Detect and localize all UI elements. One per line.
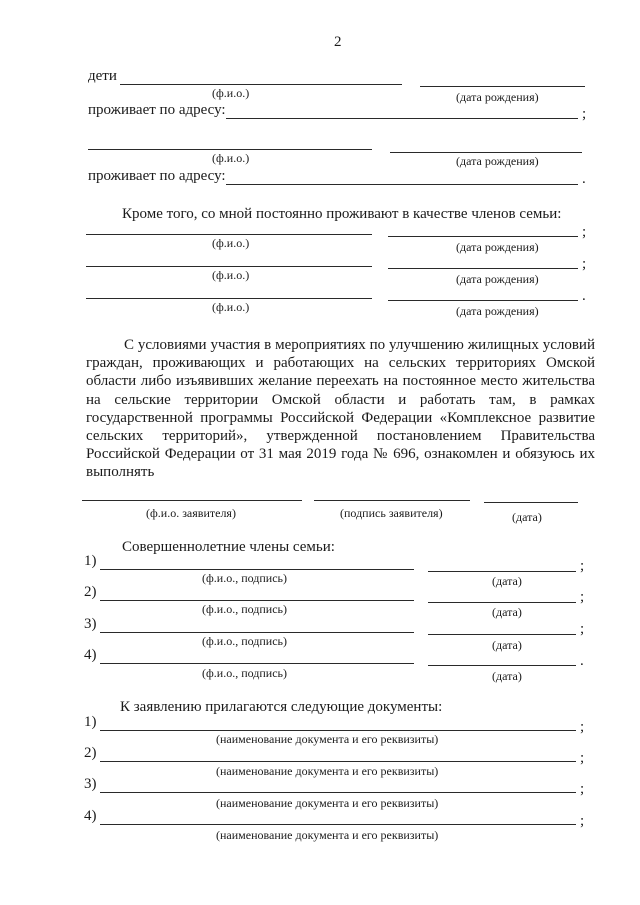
doc-end-3: ; <box>580 781 585 797</box>
doc-num-1: 1) <box>84 714 97 730</box>
family-birth-caption-3: (дата рождения) <box>456 304 539 318</box>
child2-birth-line[interactable] <box>390 152 582 153</box>
child-address-line[interactable] <box>226 118 578 119</box>
family-birth-caption-2: (дата рождения) <box>456 272 539 286</box>
applicant-signature-caption: (подпись заявителя) <box>340 506 443 520</box>
applicant-fio-line[interactable] <box>82 500 302 501</box>
adult-num-2: 2) <box>84 584 97 600</box>
conditions-text: С условиями участия в мероприятиях по улучшению жилищных условий граждан, проживающих и работающих на сельских территориях Омской области либо изъявивших желание переехать на постоянное место жительства на сельские территории Омской области и работать там, в рамках государственной программы Российской Федерации «Комплексное развитие сельских территорий», утвержденной постановлением Правительства Российской Федерации от 31 мая 2019 года № 696, ознакомлен и обязуюсь их выполнять <box>86 337 595 481</box>
address-label-2: проживает по адресу: <box>88 168 226 184</box>
applicant-signature-line[interactable] <box>314 500 470 501</box>
family-end-2: ; <box>582 256 587 272</box>
doc-num-2: 2) <box>84 745 97 761</box>
doc-caption-2: (наименование документа и его реквизиты) <box>216 764 439 778</box>
doc-caption-4: (наименование документа и его реквизиты) <box>216 828 439 842</box>
doc-line-3[interactable] <box>100 792 576 793</box>
doc-end-4: ; <box>580 813 585 829</box>
adult-num-1: 1) <box>84 553 97 569</box>
family-intro: Кроме того, со мной постоянно проживают в качестве членов семьи: <box>122 206 562 222</box>
family-fio-caption-2: (ф.и.о.) <box>212 268 250 282</box>
family-fio-line-1[interactable] <box>86 234 372 235</box>
adult-date-line-2[interactable] <box>428 602 576 603</box>
doc-line-2[interactable] <box>100 761 576 762</box>
page-number: 2 <box>334 34 342 50</box>
adult-fio-line-2[interactable] <box>100 600 414 601</box>
family-fio-caption-3: (ф.и.о.) <box>212 300 250 314</box>
family-end-1: ; <box>582 224 587 240</box>
adult-end-3: ; <box>580 621 585 637</box>
family-birth-line-3[interactable] <box>388 300 578 301</box>
family-fio-line-2[interactable] <box>86 266 372 267</box>
adult-caption-4: (ф.и.о., подпись) <box>202 666 288 680</box>
doc-num-3: 3) <box>84 776 97 792</box>
doc-end-2: ; <box>580 750 585 766</box>
adult-caption-3: (ф.и.о., подпись) <box>202 634 288 648</box>
adult-num-3: 3) <box>84 616 97 632</box>
doc-num-4: 4) <box>84 808 97 824</box>
family-fio-line-3[interactable] <box>86 298 372 299</box>
adult-caption-2: (ф.и.о., подпись) <box>202 602 288 616</box>
adult-fio-line-4[interactable] <box>100 663 414 664</box>
doc-line-4[interactable] <box>100 824 576 825</box>
child2-fio-line[interactable] <box>88 149 372 150</box>
address2-end: . <box>582 171 586 187</box>
adult-caption-1: (ф.и.о., подпись) <box>202 571 288 585</box>
doc-line-1[interactable] <box>100 730 576 731</box>
adult-date-caption-4: (дата) <box>492 669 522 683</box>
adult-date-line-4[interactable] <box>428 665 576 666</box>
address-end: ; <box>582 106 587 122</box>
adult-date-line-3[interactable] <box>428 634 576 635</box>
child-birth-line[interactable] <box>420 86 585 87</box>
documents-title: К заявлению прилагаются следующие документы: <box>120 699 443 715</box>
adult-end-1: ; <box>580 558 585 574</box>
applicant-date-caption: (дата) <box>512 510 542 524</box>
conditions-paragraph <box>86 336 595 482</box>
doc-end-1: ; <box>580 719 585 735</box>
doc-caption-3: (наименование документа и его реквизиты) <box>216 796 439 810</box>
applicant-fio-caption: (ф.и.о. заявителя) <box>146 506 236 520</box>
family-birth-caption-1: (дата рождения) <box>456 240 539 254</box>
child-fio-caption: (ф.и.о.) <box>212 86 250 100</box>
adult-date-caption-2: (дата) <box>492 605 522 619</box>
doc-caption-1: (наименование документа и его реквизиты) <box>216 732 439 746</box>
family-end-3: . <box>582 288 586 304</box>
family-birth-line-2[interactable] <box>388 268 578 269</box>
children-label: дети <box>88 68 117 84</box>
family-fio-caption-1: (ф.и.о.) <box>212 236 250 250</box>
adult-members-title: Совершеннолетние члены семьи: <box>122 539 335 555</box>
child-birth-caption: (дата рождения) <box>456 90 539 104</box>
child2-birth-caption: (дата рождения) <box>456 154 539 168</box>
address-label: проживает по адресу: <box>88 102 226 118</box>
adult-date-caption-3: (дата) <box>492 638 522 652</box>
adult-fio-line-3[interactable] <box>100 632 414 633</box>
adult-end-2: ; <box>580 589 585 605</box>
adult-date-line-1[interactable] <box>428 571 576 572</box>
child-fio-line[interactable] <box>120 84 402 85</box>
family-birth-line-1[interactable] <box>388 236 578 237</box>
adult-fio-line-1[interactable] <box>100 569 414 570</box>
applicant-date-line[interactable] <box>484 502 578 503</box>
child2-address-line[interactable] <box>226 184 578 185</box>
child2-fio-caption: (ф.и.о.) <box>212 151 250 165</box>
adult-num-4: 4) <box>84 647 97 663</box>
adult-end-4: . <box>580 653 584 669</box>
adult-date-caption-1: (дата) <box>492 574 522 588</box>
